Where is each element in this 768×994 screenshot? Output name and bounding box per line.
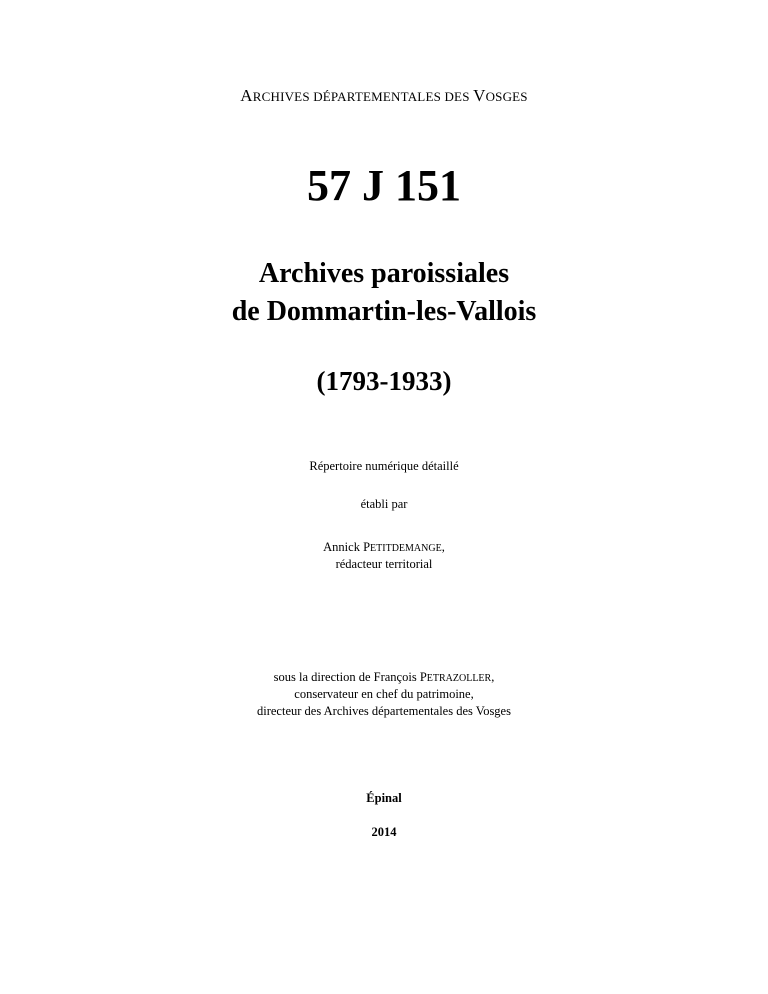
publication-year: 2014 xyxy=(371,825,397,839)
header-initial-a: A xyxy=(240,86,253,105)
institution-header xyxy=(0,86,768,106)
direction-prefix: sous la direction de François xyxy=(273,670,417,684)
header-initial-v: V xyxy=(473,86,486,105)
direction-suffix: , xyxy=(491,670,495,684)
established-by: établi par xyxy=(360,497,408,511)
author-role: rédacteur territorial xyxy=(335,557,433,571)
document-title-line-1: Archives paroissiales xyxy=(258,258,510,289)
author-last-name-rest: ETITDEMANGE xyxy=(370,543,442,554)
date-range: (1793-1933) xyxy=(316,366,452,396)
director-name-rest: ETRAZOLLER xyxy=(426,673,492,684)
header-text-1: RCHIVES DÉPARTEMENTALES DES xyxy=(252,89,474,104)
director-name-initial: P xyxy=(419,670,427,684)
direction-line-2: conservateur en chef du patrimoine, xyxy=(294,687,474,701)
header-text-2: OSGES xyxy=(485,89,528,104)
author-name xyxy=(0,540,768,555)
direction-line-3: directeur des Archives départementales des Vosges xyxy=(257,704,511,718)
author-last-name-initial: P xyxy=(363,540,371,554)
direction-line-1 xyxy=(0,670,768,685)
author-suffix: , xyxy=(441,540,445,554)
archive-reference: 57 J 151 xyxy=(307,161,461,210)
publication-place: Épinal xyxy=(366,791,402,805)
document-title-line-2: de Dommartin-les-Vallois xyxy=(231,296,537,327)
inventory-type: Répertoire numérique détaillé xyxy=(309,459,459,473)
author-first-name: Annick xyxy=(323,540,360,554)
